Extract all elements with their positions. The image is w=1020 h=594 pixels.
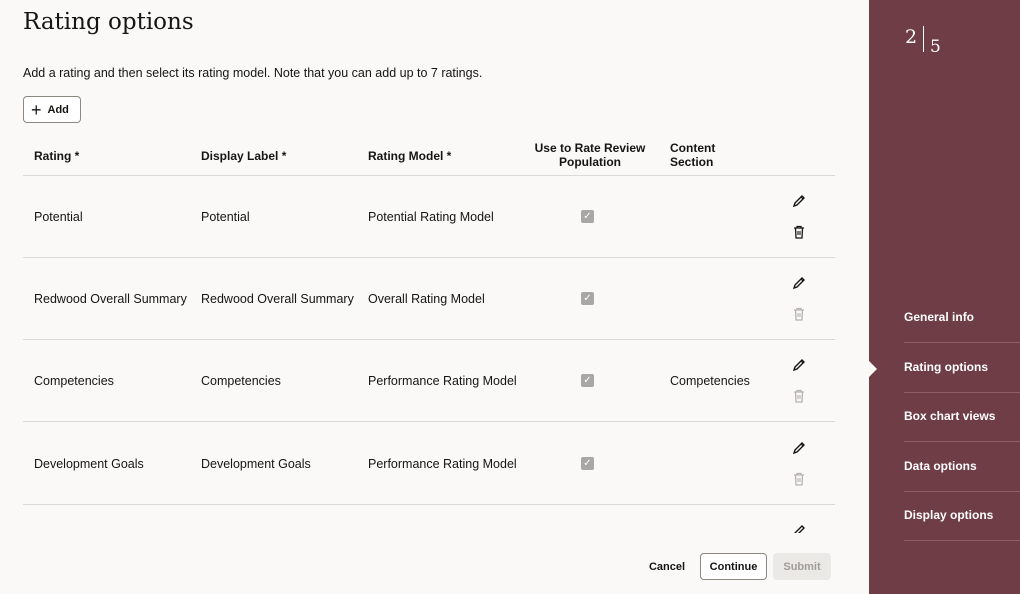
cell-rating: Potential <box>34 210 83 224</box>
page-description: Add a rating and then select its rating model. Note that you can add up to 7 ratings. <box>23 66 483 80</box>
pencil-icon[interactable] <box>791 523 807 533</box>
table-row <box>23 176 835 258</box>
cell-content-section: Competencies <box>670 374 750 388</box>
header-use-to-rate: Use to Rate Review Population <box>534 141 646 169</box>
step-nav-item[interactable]: General info <box>904 293 1020 343</box>
trash-icon <box>791 306 807 322</box>
trash-icon <box>791 471 807 487</box>
use-to-rate-checkbox[interactable]: ✓ <box>581 457 594 470</box>
page-title: Rating options <box>23 9 194 35</box>
add-label: Add <box>47 103 69 116</box>
header-display-label: Display Label * <box>201 149 287 163</box>
header-rating: Rating * <box>34 149 80 163</box>
step-divider <box>923 26 924 52</box>
submit-button[interactable]: Submit <box>773 553 831 580</box>
add-rating-button[interactable] <box>23 96 81 123</box>
step-current: 2 <box>905 26 918 48</box>
step-sidebar <box>869 0 1020 594</box>
table-header <box>23 135 835 176</box>
pencil-icon[interactable] <box>791 275 807 291</box>
table-row-partial <box>23 505 835 533</box>
table-row <box>23 258 835 340</box>
header-content-section: Content Section <box>670 141 716 169</box>
plus-icon: + <box>31 99 42 120</box>
cell-rating-model: Overall Rating Model <box>368 292 485 306</box>
step-nav-item[interactable]: Data options <box>904 442 1020 492</box>
cell-display-label: Development Goals <box>201 457 311 471</box>
trash-icon[interactable] <box>791 224 807 240</box>
pencil-icon[interactable] <box>791 440 807 456</box>
step-total: 5 <box>930 37 941 57</box>
cell-rating: Development Goals <box>34 457 144 471</box>
step-nav-item[interactable]: Rating options <box>904 343 1020 393</box>
cell-display-label: Potential <box>201 210 250 224</box>
cell-rating: Competencies <box>34 374 114 388</box>
table-row <box>23 423 835 505</box>
cancel-button[interactable]: Cancel <box>648 560 686 573</box>
cell-display-label: Redwood Overall Summary <box>201 292 354 306</box>
cell-rating-model: Performance Rating Model <box>368 374 517 388</box>
continue-button[interactable]: Continue <box>700 553 767 580</box>
pencil-icon[interactable] <box>791 193 807 209</box>
step-nav-item[interactable]: Box chart views <box>904 392 1020 442</box>
cell-rating: Redwood Overall Summary <box>34 292 187 306</box>
header-rating-model: Rating Model * <box>368 149 452 163</box>
active-step-arrow-icon <box>869 361 877 377</box>
trash-icon <box>791 388 807 404</box>
use-to-rate-checkbox[interactable]: ✓ <box>581 292 594 305</box>
cell-rating-model: Potential Rating Model <box>368 210 494 224</box>
ratings-table <box>23 135 835 533</box>
use-to-rate-checkbox[interactable]: ✓ <box>581 210 594 223</box>
cell-display-label: Competencies <box>201 374 281 388</box>
cell-rating-model: Performance Rating Model <box>368 457 517 471</box>
table-row <box>23 340 835 422</box>
use-to-rate-checkbox[interactable]: ✓ <box>581 374 594 387</box>
pencil-icon[interactable] <box>791 357 807 373</box>
step-nav-item[interactable]: Display options <box>904 491 1020 541</box>
